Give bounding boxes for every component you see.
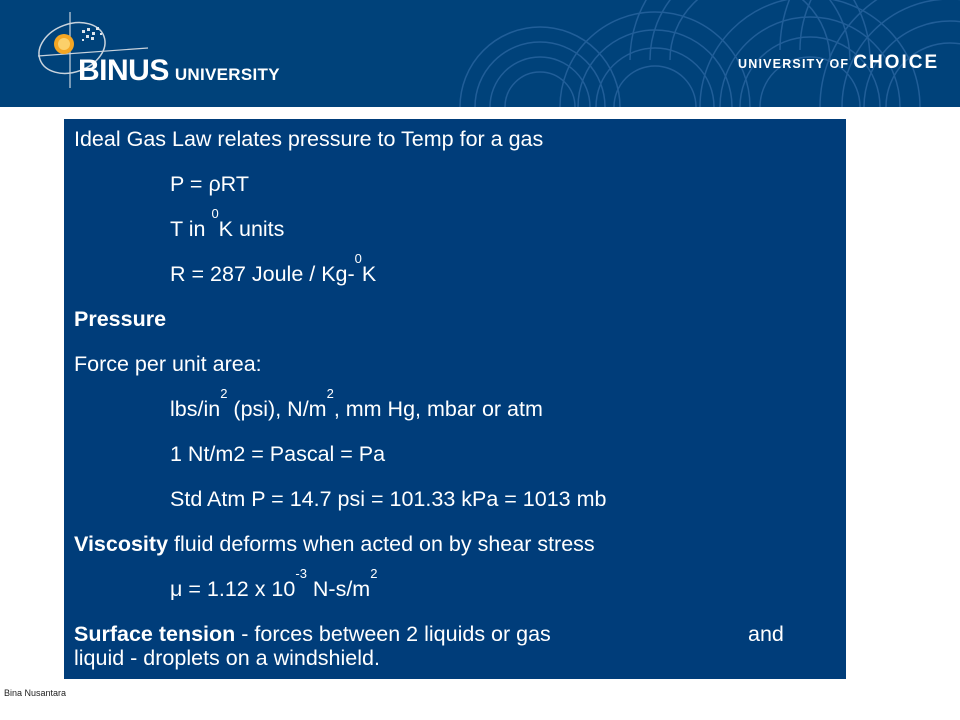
line-surface-tension xyxy=(74,622,551,646)
tagline xyxy=(738,52,939,74)
line-pascal: 1 Nt/m2 = Pascal = Pa xyxy=(170,442,386,466)
heading-pressure xyxy=(74,307,166,331)
line-pressure-units xyxy=(170,386,543,421)
tagline-emphasis: CHOICE xyxy=(853,52,940,73)
superscript: 2 xyxy=(370,566,378,581)
superscript: -3 xyxy=(295,566,307,581)
superscript: 0 xyxy=(354,251,362,266)
superscript: 0 xyxy=(211,206,219,221)
brand-suffix: UNIVERSITY xyxy=(174,65,280,84)
bold-text: Pressure xyxy=(74,307,167,331)
brand-name: BINUS xyxy=(78,54,169,87)
text: μ = 1.12 x 10 xyxy=(170,577,296,601)
bold-text: Viscosity xyxy=(74,532,169,556)
text: N-s/m xyxy=(306,577,371,601)
text: K xyxy=(361,262,377,286)
line-force-per-area: Force per unit area: xyxy=(74,352,262,376)
tagline-prefix: UNIVERSITY OF xyxy=(738,57,850,71)
bold-text: Surface tension xyxy=(74,622,236,646)
text: fluid deforms when acted on by shear stress xyxy=(168,532,595,556)
text: lbs/in xyxy=(170,397,221,421)
text: R = 287 Joule / Kg- xyxy=(170,262,355,286)
text: , mm Hg, mbar or atm xyxy=(333,397,543,421)
header-banner xyxy=(0,0,960,107)
line-temp-units xyxy=(170,206,285,241)
line-std-atm: Std Atm P = 14.7 psi = 101.33 kPa = 1013 mb xyxy=(170,487,607,511)
line-viscosity xyxy=(74,532,595,556)
footer-credit: Bina Nusantara xyxy=(4,688,67,698)
line-formula: P = ρRT xyxy=(170,172,249,196)
text: T in xyxy=(170,217,212,241)
text: - forces between 2 liquids or gas xyxy=(235,622,551,646)
brand-wordmark xyxy=(78,54,280,88)
line-mu-value xyxy=(170,566,378,601)
line-surface-tension-cont: liquid - droplets on a windshield. xyxy=(74,646,380,670)
superscript: 2 xyxy=(326,386,334,401)
text: (psi), N/m xyxy=(227,397,327,421)
content-panel xyxy=(64,119,846,679)
line-surface-tension-end: and xyxy=(748,622,784,646)
line-ideal-gas-law: Ideal Gas Law relates pressure to Temp for a gas xyxy=(74,127,544,151)
line-gas-constant xyxy=(170,251,377,286)
superscript: 2 xyxy=(220,386,228,401)
text: K units xyxy=(218,217,285,241)
